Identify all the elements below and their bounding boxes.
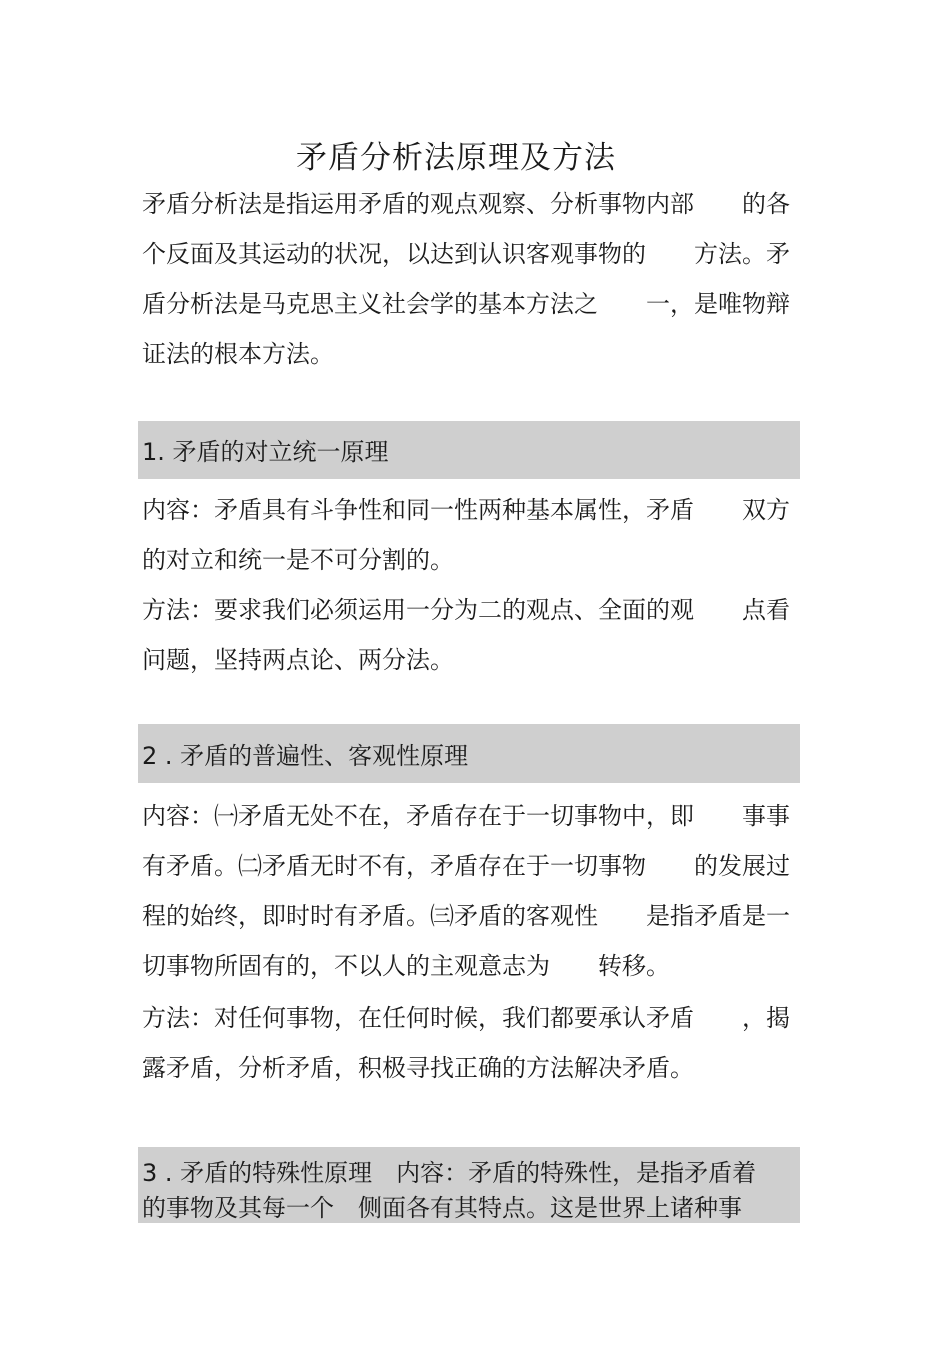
section-1-heading: 1. 矛盾的对立统一原理 [142,438,389,466]
intro-line: 矛盾分析法是指运用矛盾的观点观察、分析事物内部 的各 [142,190,790,218]
section-2-line: 内容：㈠矛盾无处不在，矛盾存在于一切事物中，即 事事 [142,802,790,830]
section-3-heading: 3 . 矛盾的特殊性原理 内容：矛盾的特殊性，是指矛盾着 [142,1159,757,1187]
section-1-line: 方法：要求我们必须运用一分为二的观点、全面的观 点看 [142,596,790,624]
section-1-line: 内容：矛盾具有斗争性和同一性两种基本属性，矛盾 双方 [142,496,790,524]
section-2-line: 露矛盾，分析矛盾，积极寻找正确的方法解决矛盾。 [142,1054,694,1082]
intro-line: 个反面及其运动的状况，以达到认识客观事物的 方法。矛 [142,240,790,268]
intro-line: 证法的根本方法。 [142,340,334,368]
section-1-line: 问题，坚持两点论、两分法。 [142,646,454,674]
intro-line: 盾分析法是马克思主义社会学的基本方法之 一，是唯物辩 [142,290,790,318]
section-2-heading: 2 . 矛盾的普遍性、客观性原理 [142,742,469,770]
section-1-line: 的对立和统一是不可分割的。 [142,546,454,574]
section-2-line: 方法：对任何事物，在任何时候，我们都要承认矛盾 ，揭 [142,1004,790,1032]
section-2-line: 程的始终，即时时有矛盾。㈢矛盾的客观性 是指矛盾是一 [142,902,790,930]
document-title: 矛盾分析法原理及方法 [296,140,616,176]
section-3-heading-continued: 的事物及其每一个 侧面各有其特点。这是世界上诸种事 [142,1194,742,1222]
section-2-line: 有矛盾。㈡矛盾无时不有，矛盾存在于一切事物 的发展过 [142,852,790,880]
section-2-line: 切事物所固有的，不以人的主观意志为 转移。 [142,952,670,980]
